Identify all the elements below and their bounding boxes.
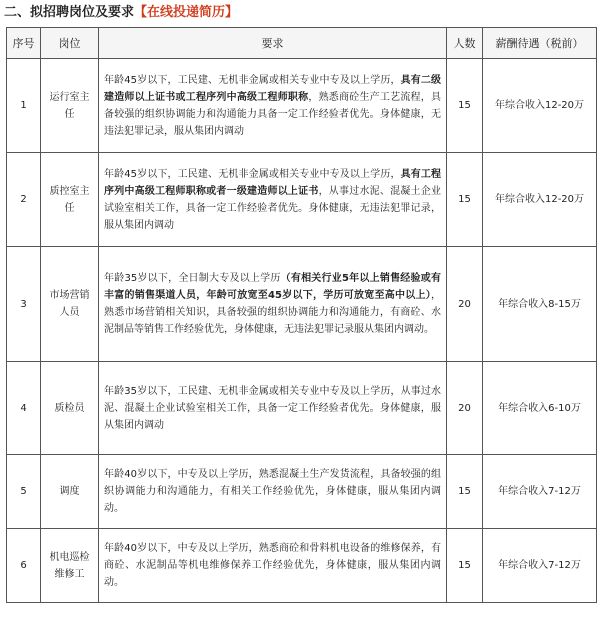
row-salary: 年综合收入6-10万 — [483, 362, 597, 455]
row-no: 3 — [7, 247, 41, 362]
row-requirements: 年龄40岁以下，中专及以上学历，熟悉混凝土生产发货流程，具备较强的组织协调能力和沟通能力，有相关工作经验优先，身体健康，服从集团内调动。 — [99, 455, 447, 529]
table-row — [7, 247, 597, 362]
row-count: 15 — [447, 59, 483, 153]
row-no: 5 — [7, 455, 41, 529]
row-requirements: 年龄40岁以下，中专及以上学历，熟悉商砼和骨料机电设备的维修保养，有商砼、水泥制品等机电维修保养工作经验优先，身体健康，服从集团内调动。 — [99, 529, 447, 603]
row-count: 15 — [447, 529, 483, 603]
row-count: 20 — [447, 247, 483, 362]
table-row — [7, 59, 597, 153]
row-salary: 年综合收入7-12万 — [483, 529, 597, 603]
row-count: 15 — [447, 455, 483, 529]
row-position: 质控室主任 — [41, 153, 99, 247]
row-requirements: 年龄45岁以下，工民建、无机非金属或相关专业中专及以上学历，具有工程序列中高级工程师职称或者一级建造师以上证书，从事过水泥、混凝土企业试验室相关工作，具备一定工作经验者优先。身体健康，无违法犯罪记录，服从集团内调动 — [99, 153, 447, 247]
row-requirements: 年龄35岁以下，全日制大专及以上学历（有相关行业5年以上销售经验或有丰富的销售渠道人员，年龄可放宽至45岁以下，学历可放宽至高中以上），熟悉市场营销相关知识，具备较强的组织协调能力和沟通能力，有商砼、水泥制品等销售工作经验优先，身体健康，无违法犯罪记录服从集团内调动。 — [99, 247, 447, 362]
row-count: 15 — [447, 153, 483, 247]
header-requirements: 要求 — [99, 28, 447, 59]
positions-table — [6, 27, 597, 603]
table-row — [7, 153, 597, 247]
row-salary: 年综合收入12-20万 — [483, 153, 597, 247]
row-position: 运行室主任 — [41, 59, 99, 153]
row-no: 2 — [7, 153, 41, 247]
row-salary: 年综合收入7-12万 — [483, 455, 597, 529]
row-requirements: 年龄45岁以下，工民建、无机非金属或相关专业中专及以上学历，具有二级建造师以上证书或工程序列中高级工程师职称，熟悉商砼生产工艺流程，具备较强的组织协调能力和沟通能力具备一定工作经验者优先。身体健康，无违法犯罪记录，服从集团内调动 — [99, 59, 447, 153]
row-position: 市场营销人员 — [41, 247, 99, 362]
table-row — [7, 362, 597, 455]
row-no: 6 — [7, 529, 41, 603]
table-row — [7, 529, 597, 603]
section-title: 二、拟招聘岗位及要求 — [4, 5, 135, 20]
row-no: 1 — [7, 59, 41, 153]
header-no: 序号 — [7, 28, 41, 59]
row-salary: 年综合收入12-20万 — [483, 59, 597, 153]
row-position: 机电巡检维修工 — [41, 529, 99, 603]
table-header-row — [7, 28, 597, 59]
row-position: 调度 — [41, 455, 99, 529]
row-requirements: 年龄35岁以下，工民建、无机非金属或相关专业中专及以上学历，从事过水泥、混凝土企业试验室相关工作，具备一定工作经验者优先。身体健康，服从集团内调动 — [99, 362, 447, 455]
row-no: 4 — [7, 362, 41, 455]
row-count: 20 — [447, 362, 483, 455]
row-salary: 年综合收入8-15万 — [483, 247, 597, 362]
header-salary: 薪酬待遇（税前） — [483, 28, 597, 59]
header-position: 岗位 — [41, 28, 99, 59]
header-count: 人数 — [447, 28, 483, 59]
section-heading — [4, 2, 238, 24]
row-position: 质检员 — [41, 362, 99, 455]
apply-online-link[interactable]: 【在线投递简历】 — [134, 5, 239, 20]
table-row — [7, 455, 597, 529]
